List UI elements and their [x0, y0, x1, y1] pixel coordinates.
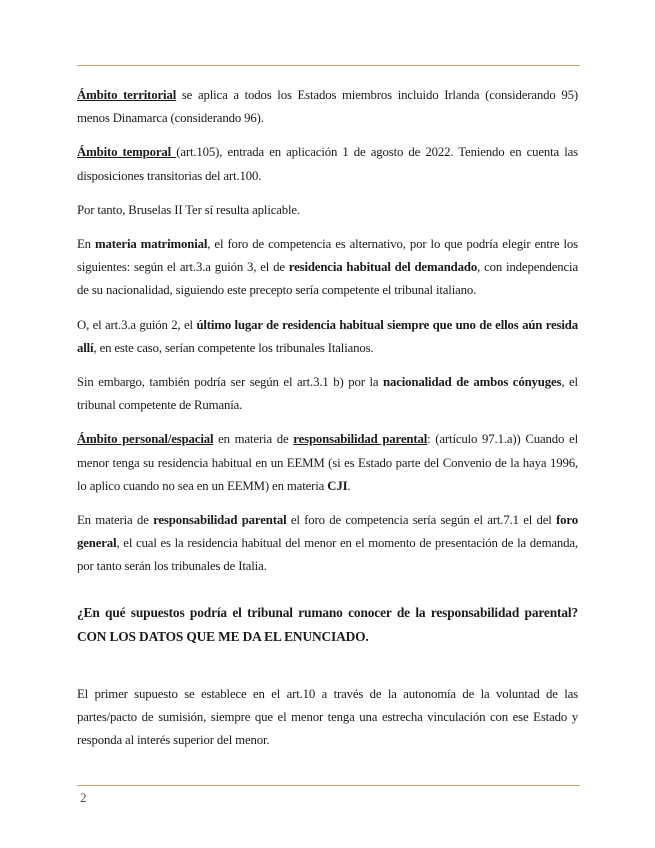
- page-number: 2: [80, 790, 87, 805]
- text-run: O, el art.3.a guión 2, el: [77, 317, 197, 332]
- paragraph: [77, 683, 578, 753]
- bold-term: responsabilidad parental: [153, 513, 287, 528]
- text-run: , el foro de competencia es alternativo, por lo que podría elegir entre los siguientes: según el art.3.a guión 3, el de: [77, 237, 578, 275]
- text-run: el foro de competencia sería según el art.7.1 el del: [286, 513, 557, 528]
- text-run: , el tribunal competente de Rumanía.: [77, 375, 578, 413]
- bold-term: materia matrimonial: [95, 237, 208, 252]
- underlined-term: Ámbito personal/espacial: [77, 432, 214, 447]
- footer-rule: [77, 785, 580, 786]
- bold-term: foro general: [77, 513, 578, 551]
- text-run: Por tanto, Bruselas II Ter sí resulta aplicable.: [77, 202, 301, 217]
- text-run: : (artículo 97.1.a)) Cuando el menor tenga su residencia habitual en un EEMM (si es Estado parte del Convenio de la haya 1996, lo aplico cuando no sea en un EEMM) en materia: [77, 432, 578, 493]
- text-run: Sin embargo, también podría ser según el art.3.1 b) por la: [77, 375, 384, 390]
- text-run: .: [347, 478, 351, 493]
- header-rule: [77, 65, 580, 66]
- paragraph: [77, 233, 578, 303]
- text-run: , con independencia de su nacionalidad, siguiendo este precepto sería competente el tribunal italiano.: [77, 260, 578, 298]
- text-run: En: [77, 237, 96, 252]
- text-run: (art.105), entrada en aplicación 1 de agosto de 2022. Teniendo en cuenta las disposiciones transitorias del art.100.: [77, 145, 579, 183]
- text-run: ¿En qué supuestos podría el tribunal rumano conocer de la responsabilidad parental? CON LOS DATOS QUE ME DA EL ENUNCIADO.: [77, 604, 578, 644]
- paragraph: [77, 509, 578, 579]
- text-run: El primer supuesto se establece en el art.10 a través de la autonomía de la voluntad de las partes/pacto de sumisión, siempre que el menor tenga una estrecha vinculación con ese Estado y responda al interés superior del menor.: [77, 686, 578, 748]
- paragraph: [77, 314, 578, 360]
- underlined-term: Ámbito temporal: [77, 145, 177, 160]
- paragraph: [77, 141, 578, 187]
- text-run: se aplica a todos los Estados miembros incluido Irlanda (considerando 95) menos Dinamarca (considerando 96).: [77, 88, 578, 126]
- bold-term: último lugar de residencia habitual siempre que uno de ellos aún resida allí: [77, 317, 578, 355]
- paragraph: [77, 371, 578, 417]
- text-run: En materia de: [77, 513, 154, 528]
- bold-term: residencia habitual del demandado: [288, 260, 478, 275]
- underlined-term: responsabilidad parental: [293, 432, 428, 447]
- underlined-term: Ámbito territorial: [77, 88, 177, 102]
- bold-term: CJI: [327, 478, 348, 493]
- text-run: , el cual es la residencia habitual del menor en el momento de presentación de la demanda, por tanto serán los tribunales de Italia.: [77, 536, 578, 574]
- paragraph: [77, 199, 578, 222]
- question-heading: [77, 601, 578, 649]
- paragraph: [77, 84, 578, 130]
- text-run: , en este caso, serían competente los tribunales Italianos.: [93, 340, 374, 355]
- paragraph: [77, 428, 578, 498]
- document-body: [77, 84, 578, 763]
- bold-term: nacionalidad de ambos cónyuges: [383, 375, 562, 390]
- text-run: en materia de: [213, 432, 294, 447]
